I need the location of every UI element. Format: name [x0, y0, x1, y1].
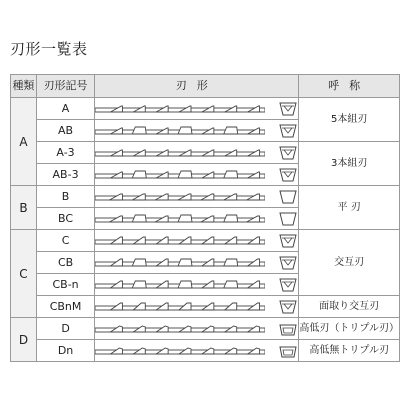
- blade-code: Dn: [36, 340, 94, 362]
- blade-shape-cell: [95, 208, 299, 230]
- header-shape: 刃形: [95, 75, 299, 98]
- blade-shape-cell: [95, 98, 299, 120]
- saw-tooth: [178, 127, 192, 134]
- saw-tooth: [224, 127, 238, 134]
- page-title: 刃形一覧表: [10, 40, 88, 58]
- saw-tooth-strip: [95, 233, 265, 249]
- tooth-profile-icon: [278, 167, 298, 183]
- blade-code: A: [36, 98, 94, 120]
- saw-tooth: [133, 215, 147, 222]
- blade-shape-cell: [95, 296, 299, 318]
- blade-name: 交互刃: [299, 230, 400, 296]
- header-type: 種類: [11, 75, 37, 98]
- blade-shape-cell: [95, 318, 299, 340]
- saw-tooth-strip: [95, 123, 265, 139]
- tooth-profile-icon: [278, 123, 298, 139]
- blade-code: C: [36, 230, 94, 252]
- table-row: [11, 142, 400, 164]
- saw-tooth-strip: [95, 211, 265, 227]
- group-type-c: C: [11, 230, 37, 318]
- group-type-b: B: [11, 186, 37, 230]
- blade-name: 3本組刃: [299, 142, 400, 186]
- saw-tooth: [133, 127, 147, 134]
- tooth-profile-icon: [278, 189, 298, 205]
- group-type-d: D: [11, 318, 37, 362]
- tooth-profile-icon: [278, 233, 298, 249]
- saw-tooth: [133, 281, 147, 288]
- blade-code: A-3: [36, 142, 94, 164]
- tooth-profile-icon: [278, 277, 298, 293]
- saw-tooth-strip: [95, 101, 265, 117]
- blade-shape-cell: [95, 164, 299, 186]
- blade-shape-table: [10, 74, 400, 362]
- saw-tooth: [178, 171, 192, 178]
- tooth-profile-icon: [278, 321, 298, 337]
- blade-name: 5本組刃: [299, 98, 400, 142]
- saw-tooth: [224, 259, 238, 266]
- saw-tooth: [178, 281, 192, 288]
- saw-tooth: [133, 171, 147, 178]
- table-row: [11, 230, 400, 252]
- table-row: [11, 296, 400, 318]
- table-row: [11, 340, 400, 362]
- blade-name: 高低刃（トリプル刃）: [299, 318, 400, 340]
- blade-shape-cell: [95, 186, 299, 208]
- saw-tooth: [178, 259, 192, 266]
- tooth-profile-icon: [278, 145, 298, 161]
- saw-tooth-strip: [95, 145, 265, 161]
- blade-code: B: [36, 186, 94, 208]
- saw-tooth-strip: [95, 167, 265, 183]
- header-name: 呼称: [299, 75, 400, 98]
- saw-tooth: [178, 215, 192, 222]
- header-code: 刃形記号: [36, 75, 94, 98]
- saw-tooth-strip: [95, 299, 265, 315]
- table-row: [11, 186, 400, 208]
- blade-shape-cell: [95, 142, 299, 164]
- table-row: [11, 98, 400, 120]
- blade-code: D: [36, 318, 94, 340]
- blade-code: CBnM: [36, 296, 94, 318]
- tooth-profile-icon: [278, 255, 298, 271]
- blade-code: AB-3: [36, 164, 94, 186]
- saw-tooth-strip: [95, 321, 265, 337]
- saw-tooth-strip: [95, 189, 265, 205]
- tooth-profile-icon: [278, 343, 298, 359]
- saw-tooth-strip: [95, 343, 265, 359]
- saw-tooth: [133, 259, 147, 266]
- blade-shape-cell: [95, 274, 299, 296]
- blade-code: CB-n: [36, 274, 94, 296]
- table-row: [11, 318, 400, 340]
- tooth-profile-icon: [278, 299, 298, 315]
- saw-tooth: [224, 281, 238, 288]
- blade-name: 面取り交互刃: [299, 296, 400, 318]
- blade-code: BC: [36, 208, 94, 230]
- blade-shape-cell: [95, 230, 299, 252]
- blade-shape-cell: [95, 340, 299, 362]
- blade-shape-cell: [95, 120, 299, 142]
- tooth-profile-icon: [278, 101, 298, 117]
- saw-tooth: [224, 171, 238, 178]
- group-type-a: A: [11, 98, 37, 186]
- blade-code: AB: [36, 120, 94, 142]
- tooth-profile-icon: [278, 211, 298, 227]
- blade-shape-cell: [95, 252, 299, 274]
- saw-tooth-strip: [95, 277, 265, 293]
- saw-tooth-strip: [95, 255, 265, 271]
- saw-tooth: [224, 215, 238, 222]
- blade-code: CB: [36, 252, 94, 274]
- blade-name: 高低無トリプル刃: [299, 340, 400, 362]
- blade-name: 平 刃: [299, 186, 400, 230]
- table-header-row: [11, 75, 400, 98]
